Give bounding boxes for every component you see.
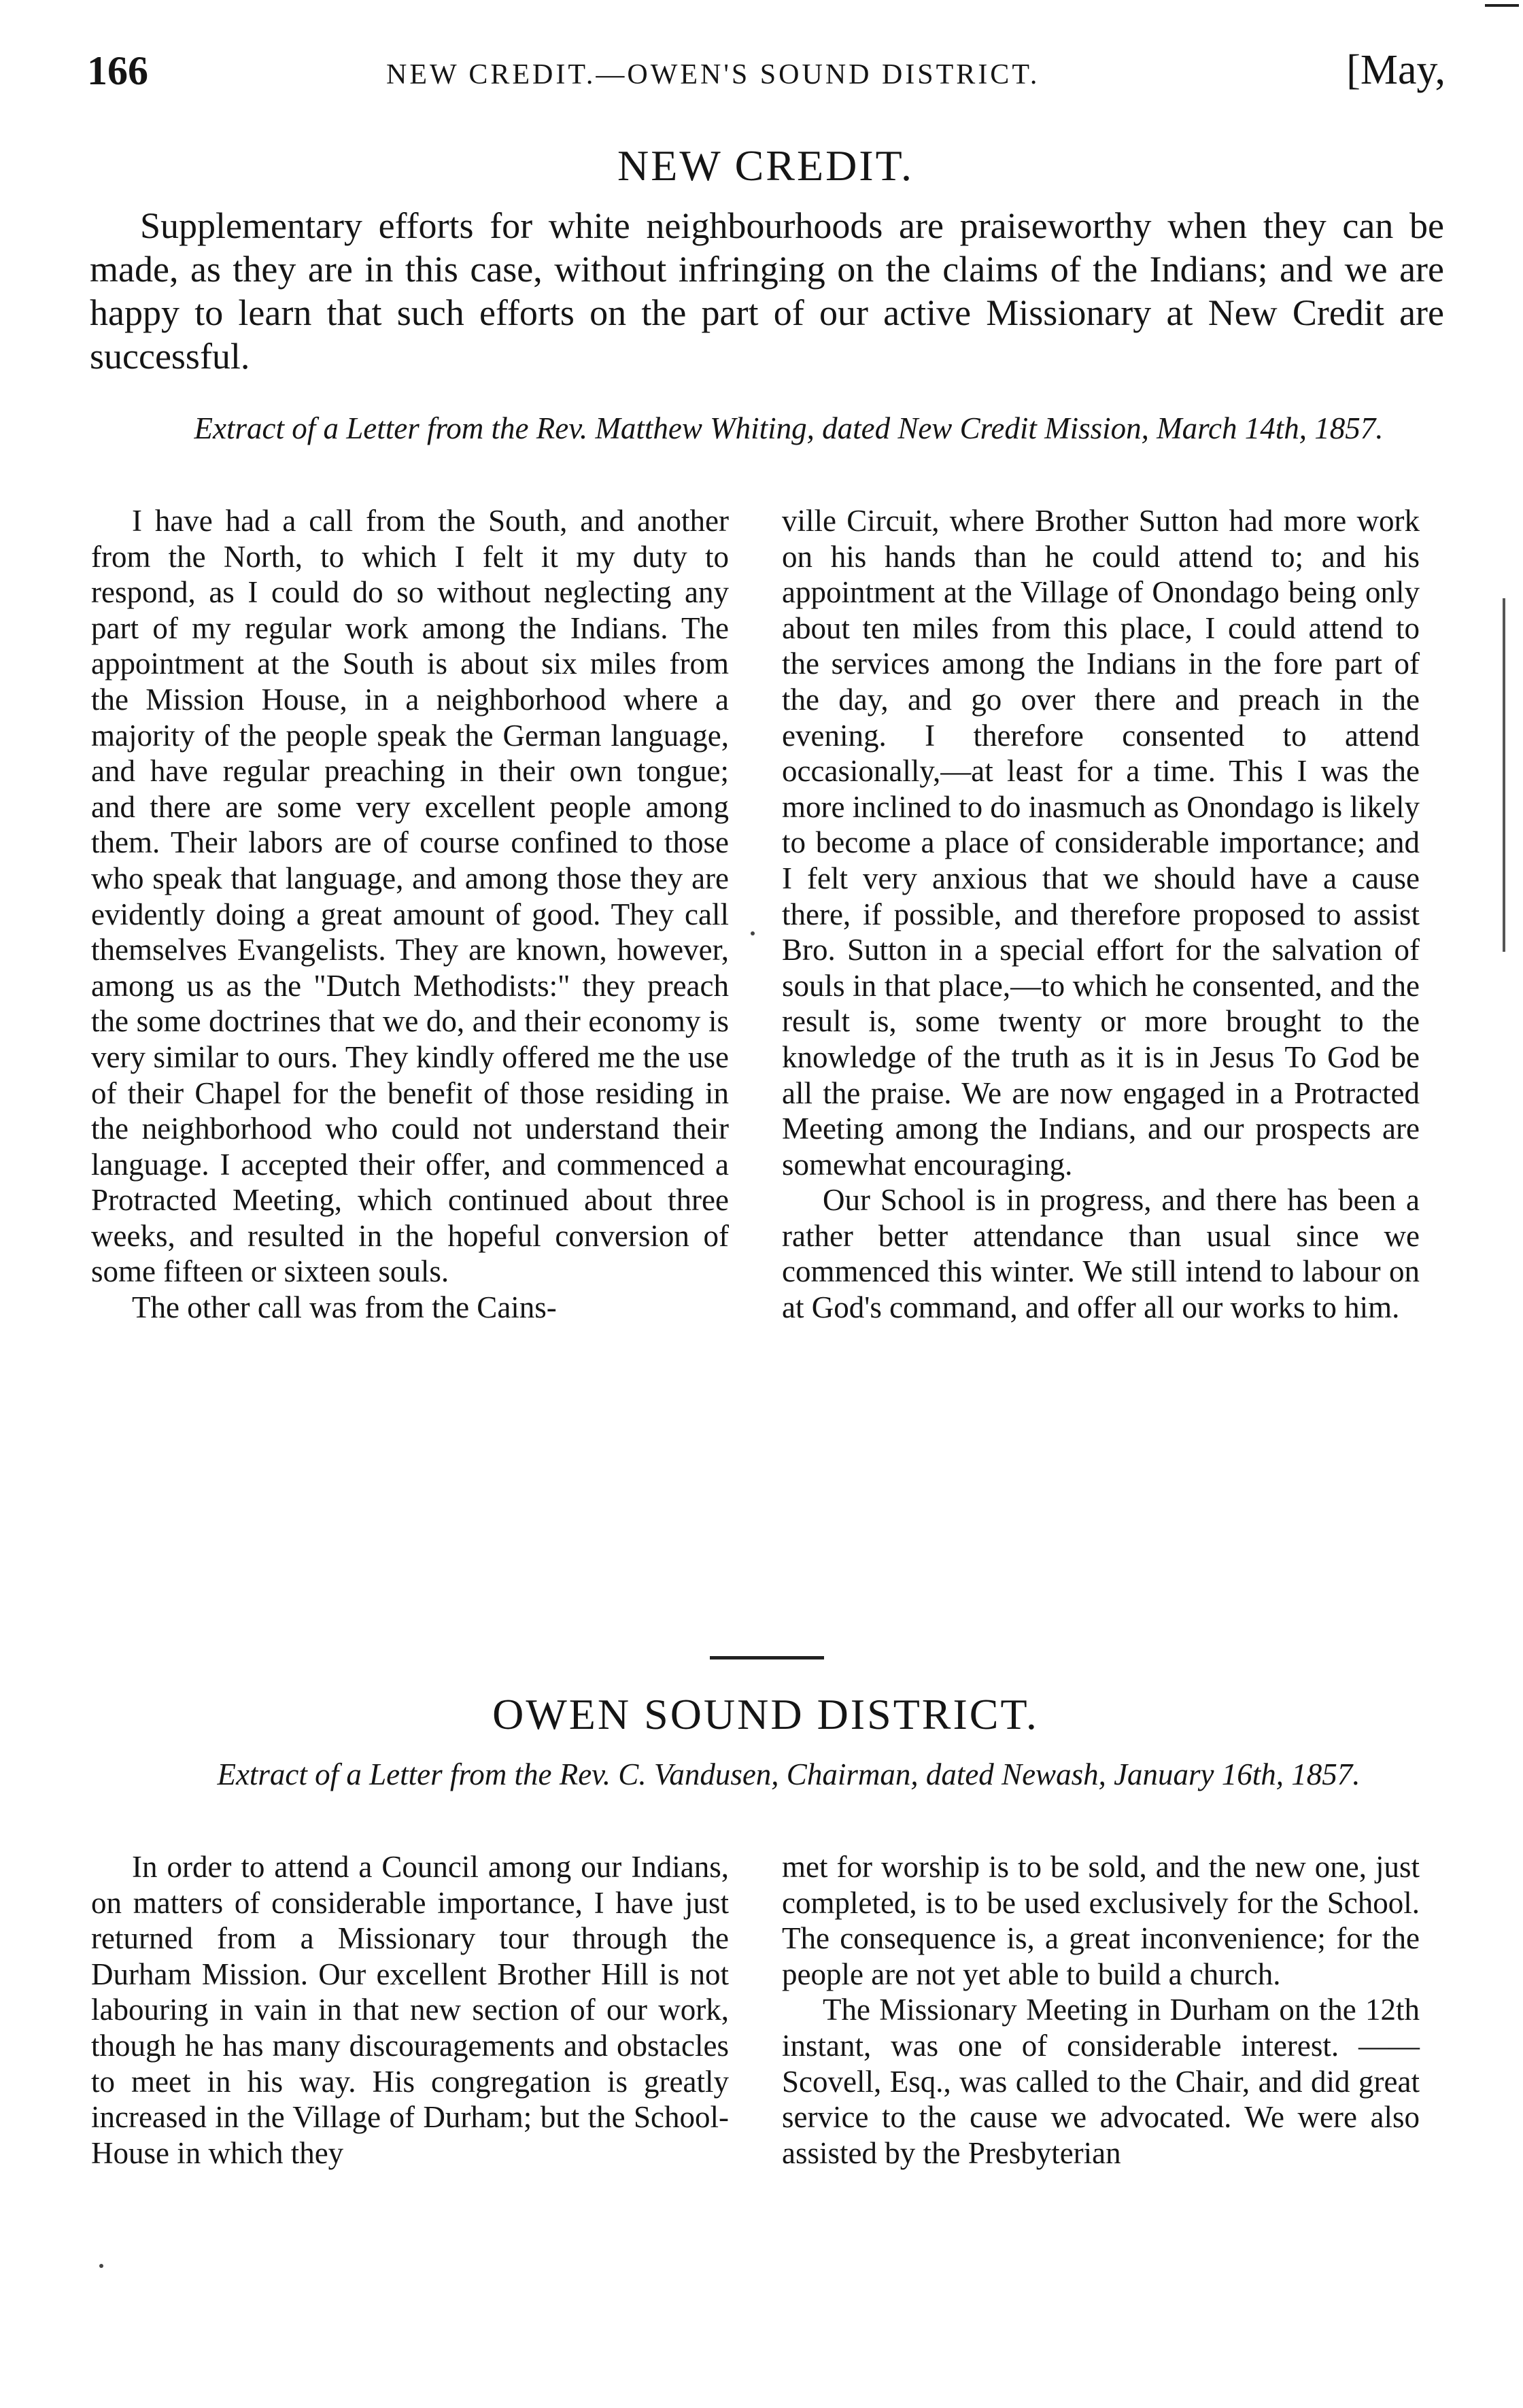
- owen-sound-right-column: [782, 1849, 1420, 2171]
- running-title: NEW CREDIT.—OWEN'S SOUND DISTRICT.: [386, 59, 1040, 90]
- ink-speck: [99, 2264, 103, 2268]
- intro-paragraph: Supplementary efforts for white neighbourhoods are praiseworthy when they can be made, as they are in this case, without infringing on the claims of the Indians; and we are happy to learn that such efforts on the part of our active Missionary at New Credit are successful.: [90, 205, 1444, 377]
- ink-speck: [751, 931, 755, 935]
- margin-scan-mark: [1503, 598, 1505, 952]
- running-head: [87, 39, 1445, 101]
- paragraph: The Missionary Meeting in Durham on the 12th instant, was one of considerable interest. ——Scovell, Esq., was called to the Chair, and did great service to the cause we advocated. We were also assisted by the Presbyterian: [782, 1993, 1420, 2170]
- paragraph: In order to attend a Council among our Indians, on matters of considerable importance, I have just returned from a Missionary tour through the Durham Mission. Our excellent Brother Hill is not labouring in vain in that new section of our work, though he has many discouragements and obstacles to meet in his way. His congregation is greatly increased in the Village of Durham; but the School-House in which they: [91, 1850, 729, 2170]
- new-credit-right-column: [782, 503, 1420, 1326]
- paragraph: ville Circuit, where Brother Sutton had more work on his hands than he could attend to; and his appointment at the Village of Onondago being only about ten miles from this place, I could attend to the services among the Indians in the fore part of the day, and go over there and preach in the evening. I therefore consented to attend occasionally,—at least for a time. This I was the more inclined to do inasmuch as Onondago is likely to become a place of considerable importance; and I felt very anxious that we should have a cause there, if possible, and therefore proposed to assist Bro. Sutton in a special effort for the salvation of souls in that place,—to which he consented, and the result is, some twenty or more brought to the knowledge of the truth as it is in Jesus To God be all the praise. We are now engaged in a Protracted Meeting among the Indians, and our prospects are somewhat encouraging.: [782, 504, 1420, 1182]
- section-heading-new-credit: NEW CREDIT.: [617, 141, 914, 190]
- page-number: 166: [87, 48, 148, 93]
- running-month: [May,: [1346, 47, 1445, 93]
- section-heading-owen-sound: OWEN SOUND DISTRICT.: [492, 1690, 1039, 1738]
- paragraph: Our School is in progress, and there has been a rather better attendance than usual since we commenced this winter. We still intend to labour on at God's command, and offer all our works to him.: [782, 1183, 1420, 1325]
- corner-rule: [1485, 4, 1519, 7]
- letter-extract-caption: Extract of a Letter from the Rev. C. Vandusen, Chairman, dated Newash, January 16th, 1857.: [217, 1757, 1361, 1791]
- owen-sound-left-column: [91, 1849, 729, 2171]
- section-divider: [710, 1656, 824, 1659]
- letter-extract-caption: Extract of a Letter from the Rev. Matthew Whiting, dated New Credit Mission, March 14th, 1857.: [194, 411, 1384, 445]
- paragraph: met for worship is to be sold, and the new one, just completed, is to be used exclusively for the School. The consequence is, a great inconvenience; for the people are not yet able to build a church.: [782, 1850, 1420, 1991]
- new-credit-left-column: [91, 503, 729, 1326]
- paragraph: The other call was from the Cains-: [132, 1290, 557, 1325]
- paragraph: I have had a call from the South, and another from the North, to which I felt it my duty to respond, as I could do so without neglecting any part of my regular work among the Indians. The appointment at the South is about six miles from the Mission House, in a neighborhood where a majority of the people speak the German language, and have regular preaching in their own tongue; and there are some very excellent people among them. Their labors are of course confined to those who speak that language, and among those they are evidently doing a great amount of good. They call themselves Evangelists. They are known, however, among us as the "Dutch Methodists:" they preach the some doctrines that we do, and their economy is very similar to ours. They kindly offered me the use of their Chapel for the benefit of those residing in the neighborhood who could not understand their language. I accepted their offer, and commenced a Protracted Meeting, which continued about three weeks, and resulted in the hopeful conversion of some fifteen or sixteen souls.: [91, 504, 729, 1289]
